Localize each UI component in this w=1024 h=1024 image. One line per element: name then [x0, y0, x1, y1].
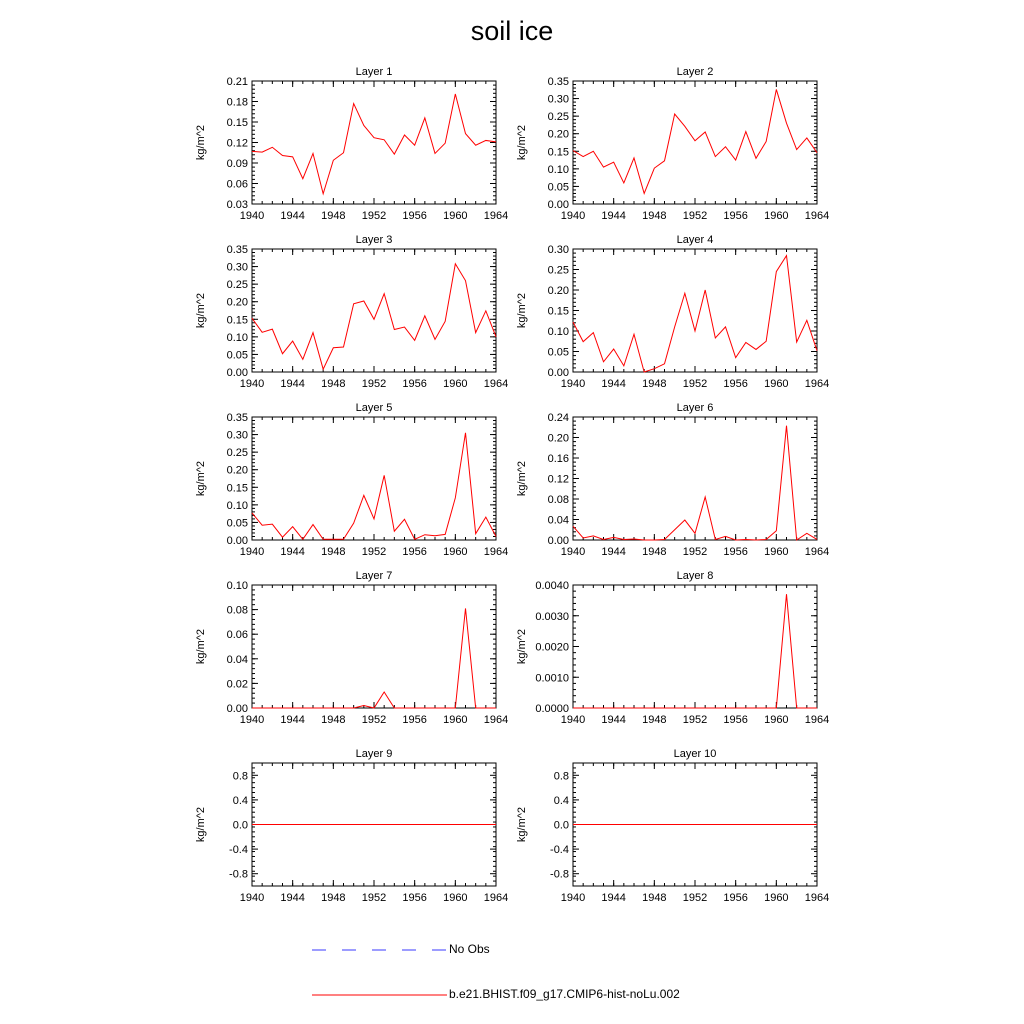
x-tick-label: 1956 [402, 378, 427, 390]
y-tick-label: 0.35 [226, 244, 248, 256]
y-tick-label: 0.15 [226, 117, 248, 129]
x-tick-label: 1964 [804, 546, 830, 558]
y-tick-label: 0.15 [547, 146, 569, 159]
y-tick-label: -0.4 [229, 844, 248, 857]
plot-frame [252, 417, 496, 540]
series-line [252, 433, 496, 539]
x-tick-label: 1940 [239, 892, 265, 904]
y-axis-label: kg/m^2 [195, 628, 207, 665]
y-tick-label: 0.18 [226, 96, 248, 109]
x-tick-label: 1940 [560, 378, 586, 390]
x-tick-label: 1944 [280, 546, 305, 558]
y-tick-label: 0.08 [226, 604, 248, 617]
x-tick-label: 1960 [443, 714, 468, 726]
plot-frame [252, 249, 496, 372]
y-tick-label: 0.08 [547, 494, 569, 506]
x-tick-label: 1948 [642, 546, 667, 558]
x-tick-label: 1948 [321, 714, 346, 726]
y-tick-label: 0.0030 [535, 610, 569, 623]
y-tick-label: 0.16 [547, 453, 569, 465]
y-tick-label: 0.30 [547, 93, 569, 106]
chart-panel-7 [195, 570, 508, 726]
y-tick-label: 0.8 [553, 770, 569, 783]
y-tick-label: 0.09 [226, 158, 248, 170]
x-tick-label: 1964 [804, 378, 830, 390]
x-tick-label: 1960 [764, 210, 789, 222]
y-tick-label: 0.0020 [535, 641, 569, 654]
y-tick-label: 0.04 [547, 514, 569, 527]
y-axis-label: kg/m^2 [516, 292, 528, 329]
x-tick-label: 1944 [601, 714, 626, 726]
plot-frame [252, 81, 496, 204]
x-tick-label: 1940 [239, 210, 265, 222]
chart-panel-4 [516, 234, 829, 390]
y-tick-label: 0.06 [226, 629, 248, 642]
y-tick-label: 0.4 [553, 794, 569, 807]
x-tick-label: 1944 [601, 546, 626, 558]
panel-title: Layer 8 [676, 570, 714, 582]
x-tick-label: 1944 [280, 210, 305, 222]
x-tick-label: 1952 [682, 210, 708, 222]
x-tick-label: 1940 [239, 546, 265, 558]
chart-panel-5 [195, 402, 508, 558]
y-tick-label: 0.20 [226, 296, 248, 309]
y-axis-label: kg/m^2 [516, 460, 528, 497]
x-tick-label: 1964 [483, 546, 509, 558]
chart-panel-6 [516, 402, 829, 558]
x-tick-label: 1960 [764, 378, 789, 390]
y-tick-label: 0.0040 [535, 580, 569, 592]
panel-title: Layer 3 [355, 234, 393, 246]
y-tick-label: 0.35 [547, 76, 569, 88]
y-tick-label: 0.10 [226, 331, 248, 344]
x-tick-label: 1944 [601, 210, 626, 222]
y-tick-label: 0.4 [232, 794, 248, 807]
chart-panel-1 [195, 66, 508, 222]
y-axis-label: kg/m^2 [516, 628, 528, 665]
x-tick-label: 1948 [321, 210, 346, 222]
y-tick-label: 0.30 [547, 244, 569, 256]
y-tick-label: 0.0 [232, 819, 248, 832]
y-tick-label: 0.25 [226, 279, 248, 292]
x-tick-label: 1964 [483, 378, 509, 390]
y-tick-label: -0.8 [229, 868, 248, 881]
x-tick-label: 1952 [361, 210, 387, 222]
x-tick-label: 1960 [443, 892, 468, 904]
y-axis-label: kg/m^2 [195, 292, 207, 329]
x-tick-label: 1956 [723, 892, 748, 904]
y-tick-label: -0.8 [550, 868, 569, 881]
y-tick-label: 0.35 [226, 412, 248, 424]
x-tick-label: 1948 [321, 892, 346, 904]
y-tick-label: 0.25 [226, 447, 248, 460]
series-line [252, 264, 496, 369]
y-tick-label: 0.0000 [535, 703, 569, 715]
y-axis-label: kg/m^2 [195, 806, 207, 843]
plot-frame [573, 81, 817, 204]
chart-panel-8 [516, 570, 829, 726]
y-axis-label: kg/m^2 [516, 806, 528, 843]
x-tick-label: 1960 [764, 892, 789, 904]
y-tick-label: 0.15 [226, 482, 248, 495]
x-tick-label: 1964 [483, 892, 509, 904]
x-tick-label: 1964 [483, 210, 509, 222]
x-tick-label: 1944 [601, 378, 626, 390]
x-tick-label: 1948 [321, 378, 346, 390]
x-tick-label: 1944 [280, 714, 305, 726]
x-tick-label: 1952 [361, 892, 387, 904]
y-tick-label: 0.21 [226, 76, 248, 88]
x-tick-label: 1940 [560, 714, 586, 726]
panel-title: Layer 2 [676, 66, 714, 78]
y-tick-label: 0.12 [226, 137, 248, 150]
x-tick-label: 1948 [642, 210, 667, 222]
panel-title: Layer 9 [355, 748, 393, 760]
panel-title: Layer 6 [676, 402, 714, 414]
x-tick-label: 1952 [682, 546, 708, 558]
plot-frame [573, 585, 817, 708]
y-tick-label: 0.10 [547, 163, 569, 176]
x-tick-label: 1944 [601, 892, 626, 904]
y-tick-label: 0.03 [226, 199, 248, 211]
figure-title: soil ice [470, 16, 554, 46]
y-tick-label: 0.05 [547, 346, 569, 359]
x-tick-label: 1940 [239, 714, 265, 726]
x-tick-label: 1960 [764, 714, 789, 726]
y-tick-label: 0.06 [226, 178, 248, 191]
x-tick-label: 1952 [361, 546, 387, 558]
y-tick-label: 0.05 [226, 349, 248, 362]
y-tick-label: 0.15 [547, 305, 569, 318]
series-line [573, 594, 817, 708]
x-tick-label: 1952 [682, 892, 708, 904]
plot-frame [573, 417, 817, 540]
y-tick-label: 0.00 [547, 535, 569, 547]
y-tick-label: 0.12 [547, 473, 569, 486]
y-tick-label: 0.00 [226, 367, 248, 379]
x-tick-label: 1964 [483, 714, 509, 726]
y-tick-label: 0.15 [226, 314, 248, 327]
x-tick-label: 1948 [321, 546, 346, 558]
series-line [573, 89, 817, 193]
series-line [573, 256, 817, 372]
chart-panel-9 [195, 748, 508, 904]
x-tick-label: 1940 [560, 210, 586, 222]
y-tick-label: 0.00 [226, 535, 248, 547]
y-tick-label: 0.30 [226, 261, 248, 274]
x-tick-label: 1944 [280, 892, 305, 904]
x-tick-label: 1940 [560, 892, 586, 904]
y-tick-label: 0.00 [547, 367, 569, 379]
x-tick-label: 1960 [443, 546, 468, 558]
y-tick-label: 0.0010 [535, 672, 569, 685]
y-tick-label: 0.10 [226, 580, 248, 592]
y-tick-label: 0.20 [226, 464, 248, 477]
x-tick-label: 1952 [361, 378, 387, 390]
x-tick-label: 1964 [804, 892, 830, 904]
x-tick-label: 1960 [443, 210, 468, 222]
x-tick-label: 1952 [361, 714, 387, 726]
x-tick-label: 1952 [682, 378, 708, 390]
chart-panel-10 [516, 748, 829, 904]
x-tick-label: 1956 [723, 378, 748, 390]
y-tick-label: 0.20 [547, 128, 569, 141]
y-tick-label: 0.10 [547, 326, 569, 338]
chart-panel-3 [195, 234, 508, 390]
series-line [573, 426, 817, 540]
y-tick-label: 0.25 [547, 111, 569, 124]
x-tick-label: 1956 [723, 210, 748, 222]
y-tick-label: 0.20 [547, 432, 569, 445]
x-tick-label: 1944 [280, 378, 305, 390]
x-tick-label: 1964 [804, 210, 830, 222]
y-tick-label: 0.00 [547, 199, 569, 211]
legend-label-no-obs: No Obs [449, 942, 490, 956]
panel-title: Layer 4 [676, 234, 714, 246]
x-tick-label: 1956 [723, 714, 748, 726]
chart-panel-2 [516, 66, 829, 222]
legend-label-model: b.e21.BHIST.f09_g17.CMIP6-hist-noLu.002 [449, 987, 680, 1001]
x-tick-label: 1960 [764, 546, 789, 558]
y-tick-label: 0.0 [553, 819, 569, 832]
x-tick-label: 1960 [443, 378, 468, 390]
y-tick-label: 0.00 [226, 703, 248, 715]
x-tick-label: 1940 [239, 378, 265, 390]
x-tick-label: 1952 [682, 714, 708, 726]
y-tick-label: 0.30 [226, 429, 248, 442]
series-line [252, 94, 496, 194]
y-tick-label: 0.20 [547, 285, 569, 297]
y-axis-label: kg/m^2 [195, 460, 207, 497]
y-tick-label: -0.4 [550, 844, 569, 857]
x-tick-label: 1956 [402, 892, 427, 904]
y-tick-label: 0.24 [547, 412, 569, 424]
plot-frame [252, 585, 496, 708]
x-tick-label: 1956 [402, 210, 427, 222]
y-tick-label: 0.05 [226, 517, 248, 530]
x-tick-label: 1940 [560, 546, 586, 558]
y-tick-label: 0.02 [226, 678, 248, 691]
series-line [252, 608, 496, 708]
x-tick-label: 1948 [642, 714, 667, 726]
panel-title: Layer 1 [355, 66, 393, 78]
y-axis-label: kg/m^2 [516, 124, 528, 161]
panel-title: Layer 10 [673, 748, 717, 760]
panel-title: Layer 7 [355, 570, 393, 582]
x-tick-label: 1956 [402, 546, 427, 558]
x-tick-label: 1956 [723, 546, 748, 558]
x-tick-label: 1956 [402, 714, 427, 726]
x-tick-label: 1948 [642, 378, 667, 390]
y-tick-label: 0.04 [226, 653, 248, 666]
y-tick-label: 0.25 [547, 264, 569, 277]
y-axis-label: kg/m^2 [195, 124, 207, 161]
y-tick-label: 0.05 [547, 181, 569, 194]
y-tick-label: 0.10 [226, 499, 248, 512]
x-tick-label: 1948 [642, 892, 667, 904]
x-tick-label: 1964 [804, 714, 830, 726]
y-tick-label: 0.8 [232, 770, 248, 783]
panel-title: Layer 5 [355, 402, 393, 414]
